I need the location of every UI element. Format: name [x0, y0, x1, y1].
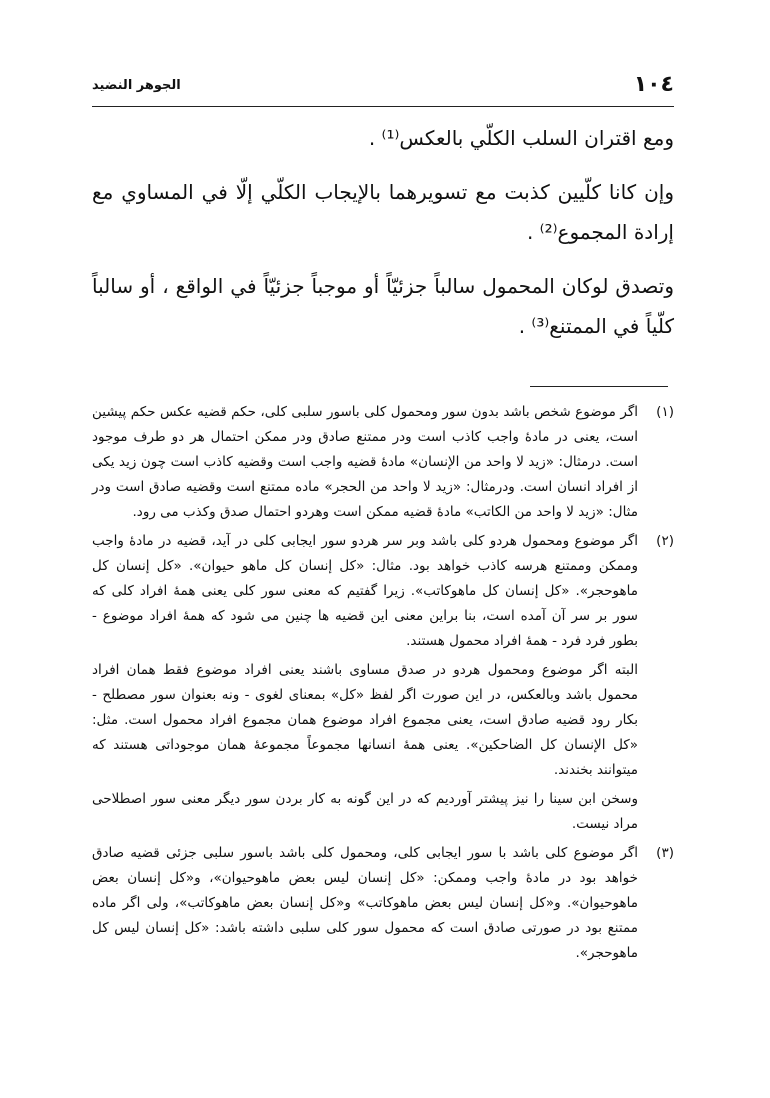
footnote-text: اگر موضوع ومحمول هردو كلى باشد وبر سر هردو سور ايجابى كلى در آيد، قضيه در مادهٔ واجب وممكن وممتنع هرسه كاذب خواهد بود. مثال: «كل إنسان كل ماهو حيوان». «كل إنسان كل ماهوحجر». «كل إنسان كل ماهوكاتب». زيرا گفتيم كه معنى سور كلى يعنى همهٔ افراد كلى كه سور بر سر آن آمده است، بنا براين معنى اين قضيه ها چنين مى شود كه همهٔ افراد موضوع - بطور فرد فرد - همهٔ افراد محمول هستند. [92, 533, 638, 649]
footnote-rule [530, 386, 668, 387]
footnote-3 [92, 841, 674, 966]
main-text [92, 118, 674, 360]
footnote-2-continuation-a [92, 658, 674, 783]
footnote-text: وسخن ابن سينا را نيز پيشتر آورديم كه در اين گونه به كار بردن سور ديگر معنى سور اصطلاحى مراد نيست. [92, 791, 638, 832]
header-rule [92, 106, 674, 107]
footnote-number: (١) [656, 404, 674, 420]
footnote-1 [92, 400, 674, 525]
running-title: الجوهر النضيد [92, 78, 181, 93]
footnote-2 [92, 529, 674, 654]
footnote-text: اگر موضوع شخص باشد بدون سور ومحمول كلى باسور سلبى كلى، حكم قضيه عكس حكم پيشين است، يعنى در مادهٔ واجب كاذب است ودر ممتنع صادق ودر ممكن احتمال هر دو طرف موجود است. درمثال: «زيد لا واحد من الإنسان» مادهٔ قضيه واجب است وقضيه كاذب است چون زيد يكى از افراد انسان است. ودرمثال: «زيد لا واحد من الحجر» ماده ممتنع است وقضيه صادق است ودر مثال: «زيد لا واحد من الكاتب» مادهٔ قضيه ممكن است وهردو احتمال صدق وكذب مى رود. [92, 404, 638, 520]
page-number: ١٠٤ [633, 72, 674, 97]
main-paragraph-1: ومع اقتران السلب الكلّي بالعكس⁽¹⁾ . [368, 126, 674, 150]
main-paragraph-2: وإن كانا كلّيين كذبت مع تسويرهما بالإيجاب الكلّي إلّا في المساوي مع إرادة المجموع⁽²⁾ . [92, 180, 674, 244]
footnote-number: (٢) [656, 533, 674, 549]
page-header [92, 72, 674, 104]
footnote-number: (٣) [656, 845, 674, 861]
footnotes [92, 400, 674, 970]
footnote-text: اگر موضوع كلى باشد با سور ايجابى كلى، ومحمول كلى باشد باسور سلبى جزئى قضيه صادق خواهد بود در مادهٔ واجب وممكن: «كل إنسان ليس بعض ماهوحيوان»، و«كل إنسان بعض ماهوحيوان». و«كل إنسان ليس بعض ماهوكاتب» و«كل إنسان بعض ماهوكاتب»، ولى اگر ماده ممتنع بود در صورتى صادق است كه محمول سور كلى سلبى داشته باشد: «كل إنسان ليس كل ماهوحجر». [92, 845, 638, 961]
footnote-text: البته اگر موضوع ومحمول هردو در صدق مساوى باشند يعنى افراد موضوع فقط همان افراد محمول باشد وبالعكس، در اين صورت اگر لفظ «كل» بمعناى لغوى - ونه بعنوان سور مصطلح - بكار رود قضيه صادق است، يعنى مجموع افراد موضوع همان مجموع افراد محمول است. مثل: «كل الإنسان كل الضاحكين». يعنى همهٔ انسانها مجموعاً مجموعهٔ همان موجوداتى هستند كه ميتوانند بخندند. [92, 662, 638, 778]
footnote-2-continuation-b [92, 787, 674, 837]
main-paragraph-3: وتصدق لوكان المحمول سالباً جزئيّاً أو موجباً جزئيّاً في الواقع ، أو سالباً كلّياً في الممتنع⁽³⁾ . [92, 274, 674, 338]
